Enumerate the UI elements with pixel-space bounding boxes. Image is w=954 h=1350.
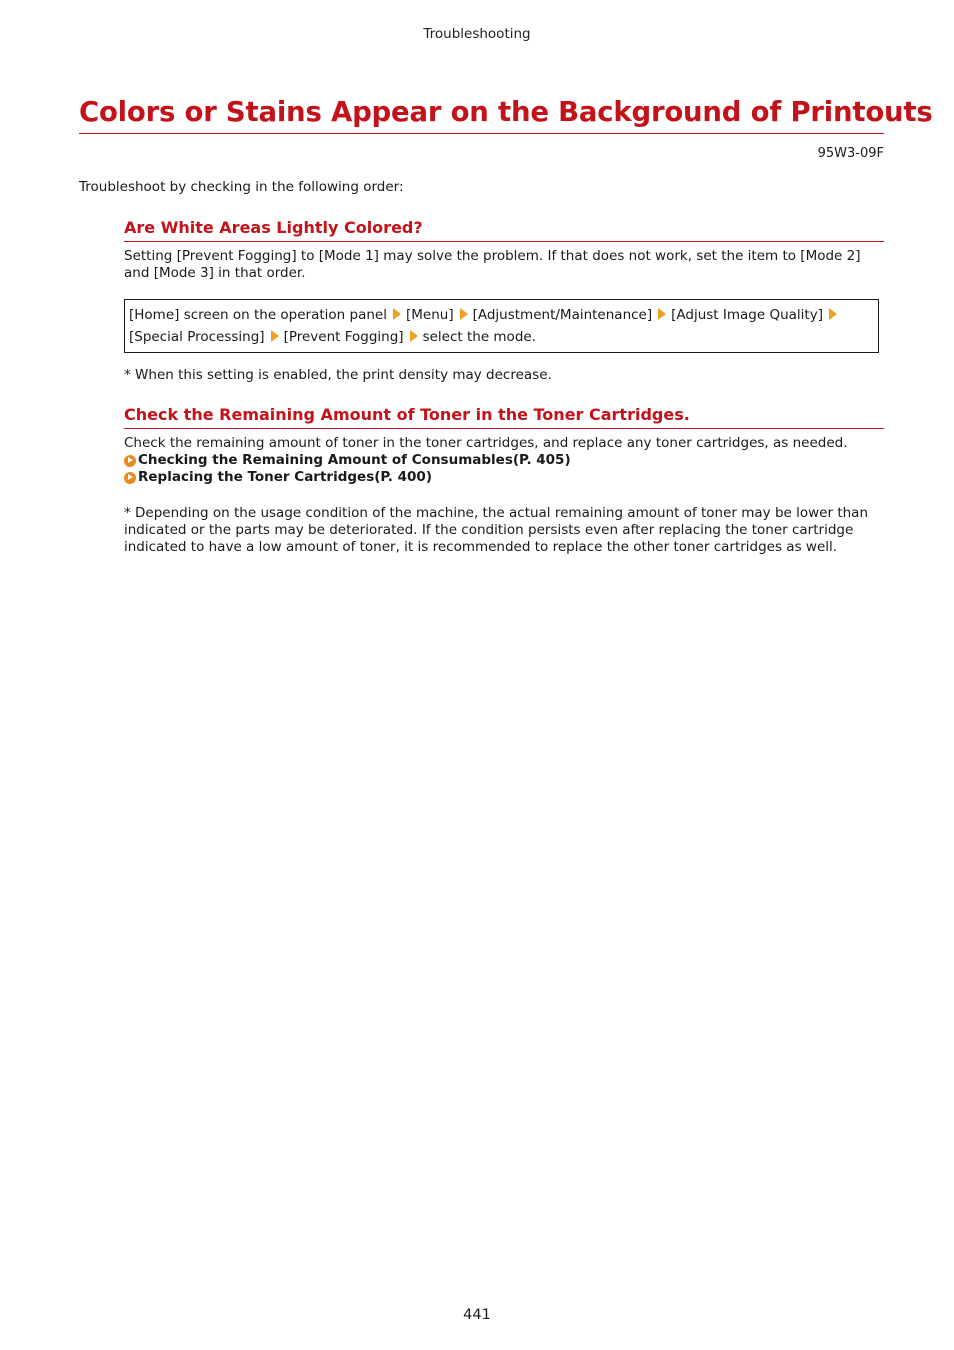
arrow-right-icon (658, 308, 666, 320)
intro-text: Troubleshoot by checking in the following order: (79, 179, 404, 195)
link-replacing-toner[interactable] (124, 469, 884, 486)
arrow-right-icon (393, 308, 401, 320)
running-header: Troubleshooting (423, 26, 531, 42)
section-note: * Depending on the usage condition of the machine, the actual remaining amount of toner may be lower than indicated or the parts may be deteriorated. If the condition persists even after replacing the toner cartridge indicated to have a low amount of toner, it is recommended to replace the other toner cartridges as well. (124, 505, 868, 555)
procedure-box (124, 299, 879, 353)
link-arrow-icon (124, 455, 136, 467)
section-title: Check the Remaining Amount of Toner in the Toner Cartridges. (124, 404, 884, 429)
section-note: * When this setting is enabled, the print density may decrease. (124, 367, 552, 383)
procedure-step: [Special Processing] (129, 329, 265, 345)
link-consumables[interactable] (124, 452, 884, 469)
procedure-step: [Home] screen on the operation panel (129, 307, 387, 323)
procedure-step: [Menu] (405, 307, 454, 323)
section-title: Are White Areas Lightly Colored? (124, 217, 884, 242)
link-label[interactable]: Checking the Remaining Amount of Consumables(P. 405) (138, 452, 571, 468)
arrow-right-icon (271, 330, 279, 342)
arrow-right-icon (460, 308, 468, 320)
procedure-step: [Adjust Image Quality] (671, 307, 823, 323)
arrow-right-icon (410, 330, 418, 342)
section-white-areas (124, 217, 884, 282)
section-body: Setting [Prevent Fogging] to [Mode 1] may solve the problem. If that does not work, set the item to [Mode 2] and [Mode 3] in that order. (124, 248, 861, 281)
procedure-step: [Adjustment/Maintenance] (472, 307, 653, 323)
link-arrow-icon (124, 472, 136, 484)
section-toner (124, 404, 884, 486)
arrow-right-icon (829, 308, 837, 320)
page-number: 441 (463, 1307, 491, 1323)
procedure-step: [Prevent Fogging] (283, 329, 404, 345)
document-id: 95W3-09F (817, 146, 884, 161)
section-body: Check the remaining amount of toner in the toner cartridges, and replace any toner cartridges, as needed. (124, 435, 848, 451)
page-title: Colors or Stains Appear on the Background of Printouts (79, 94, 884, 134)
link-label[interactable]: Replacing the Toner Cartridges(P. 400) (138, 469, 432, 485)
procedure-step: select the mode. (422, 329, 536, 345)
